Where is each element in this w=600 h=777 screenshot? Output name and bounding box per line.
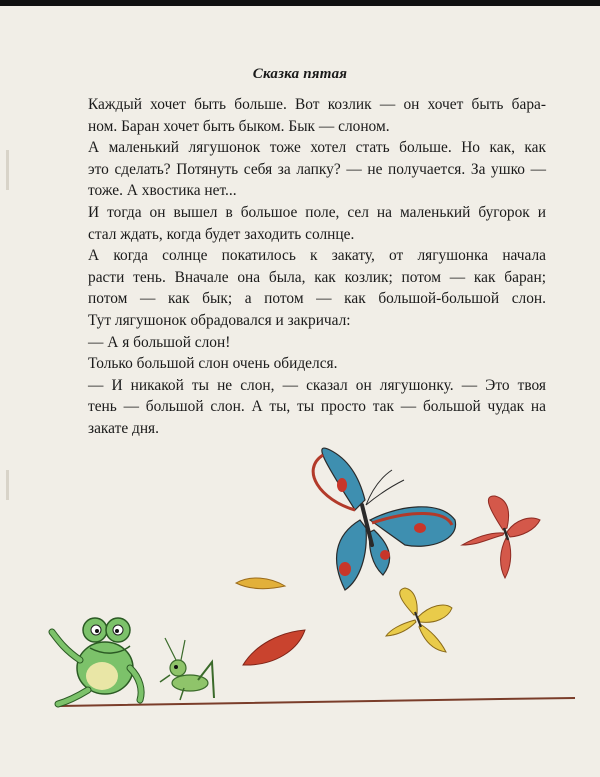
story-line: — А я большой слон! <box>88 333 231 351</box>
blue-butterfly-illustration <box>313 448 455 590</box>
story-line: А когда солнце покатилось к закату, от лягушонка начала <box>88 247 546 265</box>
story-line: Каждый хочет быть больше. Вот козлик — он хочет быть бара- <box>88 96 546 113</box>
story-line: это сделать? Потянуть себя за лапку? — не получается. За ушко — <box>88 160 546 178</box>
story-line: Только большой слон очень обиделся. <box>88 355 338 373</box>
story-line: закате дня. <box>88 419 159 437</box>
story-line: Тут лягушонок обрадовался и закричал: <box>88 311 351 329</box>
story-line: — И никакой ты не слон, — сказал он лягушонку. — Это твоя <box>88 376 546 394</box>
page-edge-mark <box>6 150 9 190</box>
frog-illustration <box>52 618 141 704</box>
story-line: потом — как бык; а потом — как большой-большой слон. <box>88 290 546 308</box>
grasshopper-illustration <box>160 638 214 700</box>
story-line: тоже. А хвостика нет... <box>88 182 237 200</box>
story-line: тень — большой слон. А ты, ты просто так — большой чудак на <box>88 398 546 416</box>
story-line: А маленький лягушонок тоже хотел стать больше. Но как, как <box>88 139 546 157</box>
story-text <box>88 94 546 440</box>
story-line: И тогда он вышел в большое поле, сел на маленький бугорок и <box>88 203 546 221</box>
story-line: ном. Баран хочет быть быком. Бык — слоном. <box>88 117 390 135</box>
story-line: расти тень. Вначале она была, как козлик; потом — как баран; <box>88 268 546 286</box>
illustration <box>0 420 600 777</box>
story-line: стал ждать, когда будет заходить солнце. <box>88 225 355 243</box>
yellow-butterfly-illustration <box>386 588 452 652</box>
red-leaf-illustration <box>243 630 305 665</box>
yellow-leaf-illustration <box>236 578 285 589</box>
page-title: Сказка пятая <box>252 66 348 82</box>
red-butterfly-illustration <box>462 496 540 578</box>
